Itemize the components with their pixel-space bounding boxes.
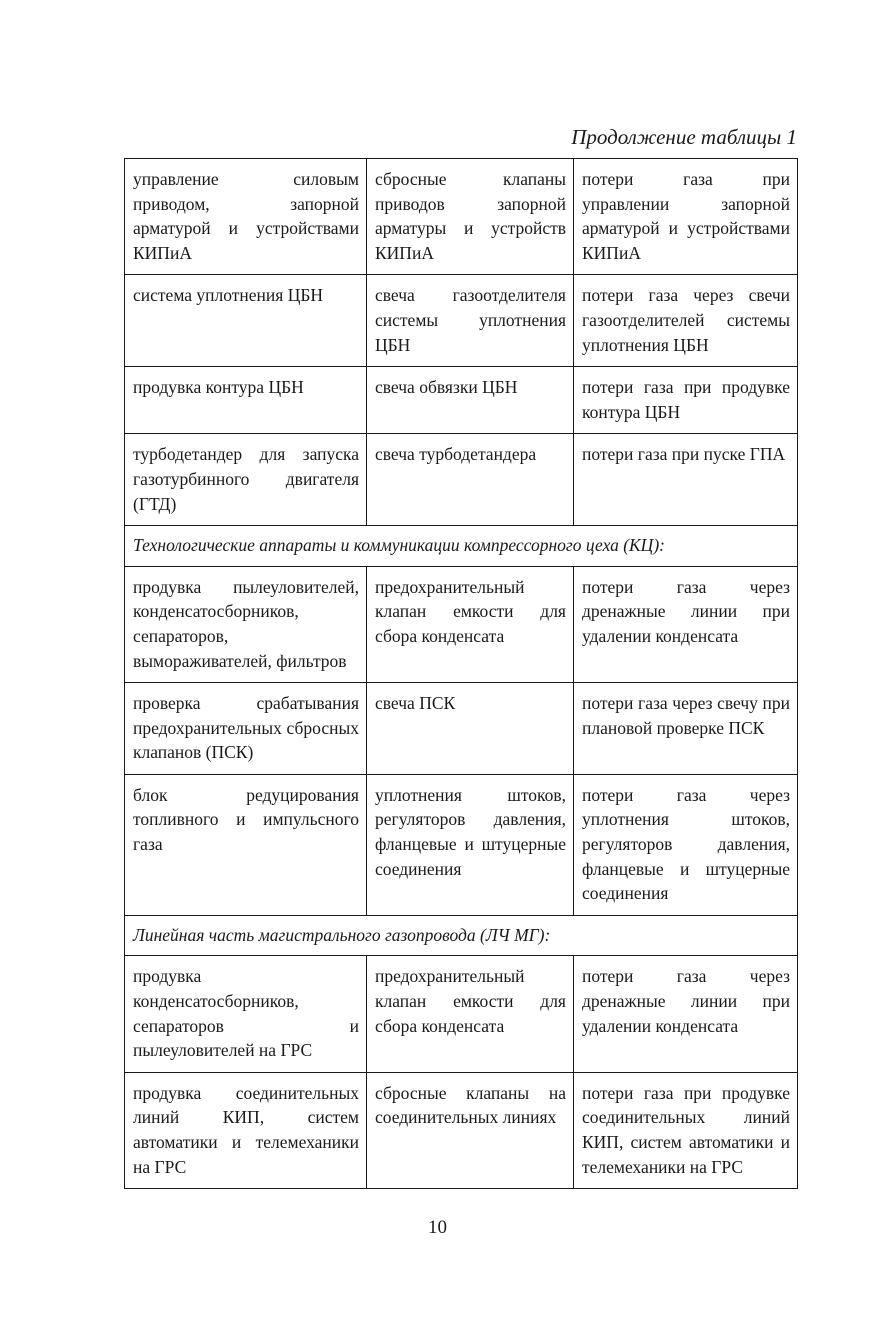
loss-cell: потери газа при пуске ГПА (574, 434, 798, 526)
table-row (125, 367, 798, 434)
source-cell: свеча обвязки ЦБН (367, 367, 574, 434)
section-header-row (125, 526, 798, 567)
operation-cell: турбодетандер для запуска газотурбинного двигателя (ГТД) (125, 434, 367, 526)
operation-cell: продувка соединительных линий КИП, систем автоматики и телемеханики на ГРС (125, 1072, 367, 1188)
source-cell: предохранительный клапан емкости для сбора конденсата (367, 566, 574, 682)
table-row (125, 159, 798, 275)
operation-cell: продувка конденсатосборников, сепараторов и пылеуловителей на ГРС (125, 956, 367, 1072)
table-row (125, 956, 798, 1072)
table-row (125, 774, 798, 915)
table-row (125, 683, 798, 775)
loss-cell: потери газа через уплотнения штоков, регуляторов давления, фланцевые и штуцерные соединения (574, 774, 798, 915)
source-cell: сбросные клапаны приводов запорной арматуры и устройств КИПиА (367, 159, 574, 275)
operation-cell: продувка пылеуловителей, конденсатосборников, сепараторов, вымораживателей, фильтров (125, 566, 367, 682)
continuation-table (124, 158, 798, 1189)
source-cell: свеча ПСК (367, 683, 574, 775)
source-cell: свеча газоотделителя системы уплотнения ЦБН (367, 275, 574, 367)
table-row (125, 434, 798, 526)
section-heading: Линейная часть магистрального газопровода (ЛЧ МГ): (125, 915, 798, 956)
operation-cell: блок редуцирования топливного и импульсного газа (125, 774, 367, 915)
source-cell: свеча турбодетандера (367, 434, 574, 526)
table-row (125, 1072, 798, 1188)
table-row (125, 566, 798, 682)
loss-cell: потери газа через свечу при плановой проверке ПСК (574, 683, 798, 775)
loss-cell: потери газа через дренажные линии при удалении конденсата (574, 956, 798, 1072)
source-cell: сбросные клапаны на соединительных линиях (367, 1072, 574, 1188)
table-row (125, 275, 798, 367)
source-cell: предохранительный клапан емкости для сбора конденсата (367, 956, 574, 1072)
loss-cell: потери газа через дренажные линии при удалении конденсата (574, 566, 798, 682)
loss-cell: потери газа при продувке контура ЦБН (574, 367, 798, 434)
section-header-row (125, 915, 798, 956)
loss-cell: потери газа при управлении запорной арматурой и устройствами КИПиА (574, 159, 798, 275)
operation-cell: проверка срабатывания предохранительных сбросных клапанов (ПСК) (125, 683, 367, 775)
operation-cell: система уплотнения ЦБН (125, 275, 367, 367)
loss-cell: потери газа через свечи газоотделителей системы уплотнения ЦБН (574, 275, 798, 367)
loss-cell: потери газа при продувке соединительных линий КИП, систем автоматики и телемеханики на ГРС (574, 1072, 798, 1188)
section-heading: Технологические аппараты и коммуникации компрессорного цеха (КЦ): (125, 526, 798, 567)
source-cell: уплотнения штоков, регуляторов давления, фланцевые и штуцерные соединения (367, 774, 574, 915)
operation-cell: управление силовым приводом, запорной арматурой и устройствами КИПиА (125, 159, 367, 275)
table-caption: Продолжение таблицы 1 (571, 125, 797, 149)
page-number: 10 (428, 1217, 447, 1238)
operation-cell: продувка контура ЦБН (125, 367, 367, 434)
